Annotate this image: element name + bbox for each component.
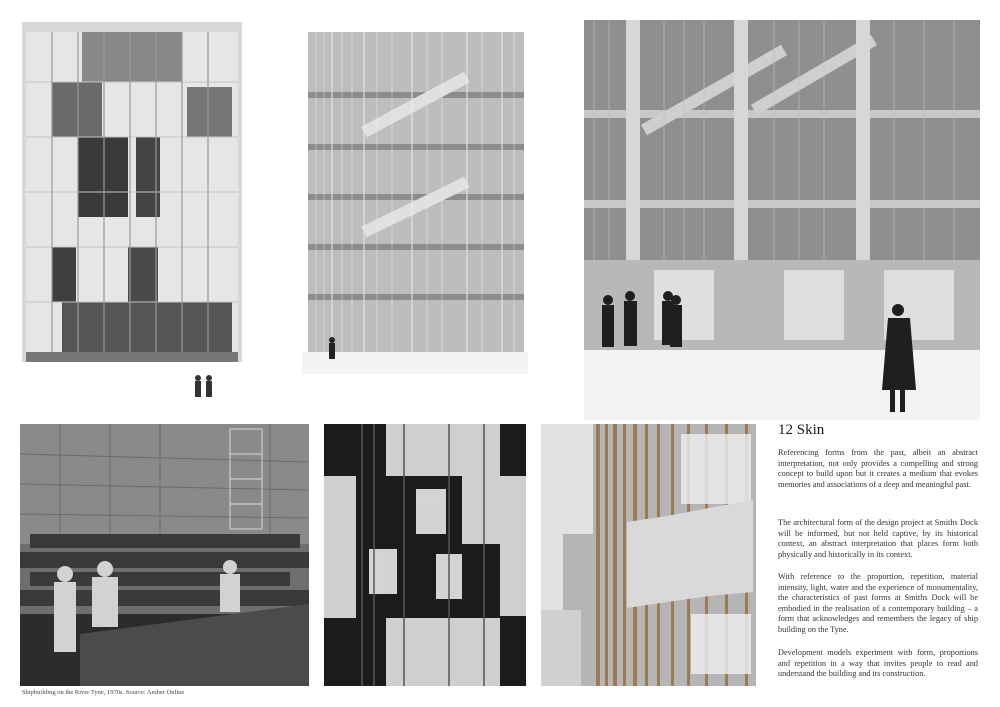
section-title: 12 Skin <box>778 422 825 438</box>
photo-caption: Shipbuilding on the River Tyne, 1970s. Source: Amber Online <box>22 689 185 696</box>
paragraph-3: With reference to the proportion, repetition, material intensity, light, water and the experience of monumentality, the characteristics of past forms at Smiths Dock will be embodied in the realisation of a contemporary building – a form that acknowledges and remembers the legacy of ship building on the Tyne. <box>778 572 978 634</box>
perspective-render-image <box>584 20 980 420</box>
stair-elevation-image <box>302 22 528 374</box>
model-photo-front <box>324 424 526 686</box>
paragraph-1: Referencing forms from the past, albeit an abstract interpretation, not only provides a compelling and strong concept to build upon but it creates a medium that evokes memories and associations of a deep and meaningful past. <box>778 448 978 489</box>
paragraph-2: The architectural form of the design project at Smiths Dock will be informed, but not held captive, by its historical context, an abstract interpretation that places form both physically and historically in its context. <box>778 518 978 559</box>
facade-elevation-image <box>22 22 242 412</box>
model-photo-angle <box>541 424 756 686</box>
historic-shipbuilding-photo <box>20 424 309 686</box>
paragraph-4: Development models experiment with form, proportions and repetition in a way that invites people to read and understand the building and its construction. <box>778 648 978 679</box>
